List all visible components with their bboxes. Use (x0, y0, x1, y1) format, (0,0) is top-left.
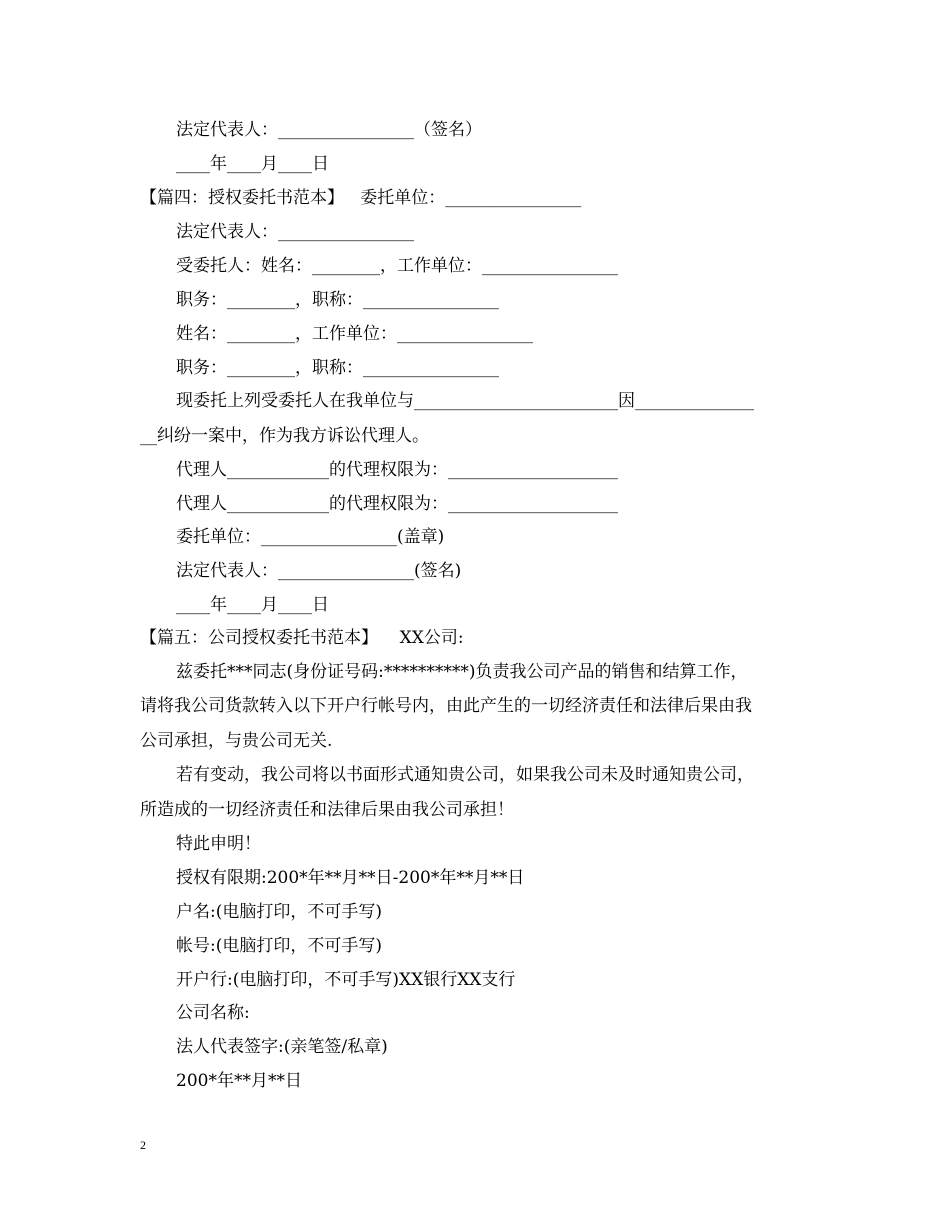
legal-rep-line: 法定代表人：________________ (176, 222, 414, 242)
final-date-line: 200*年**月**日 (176, 1071, 302, 1091)
agent-position-title-line: 职务：________，职称：________________ (176, 290, 499, 310)
entrusting-unit-seal-line: 委托单位：________________(盖章) (176, 527, 445, 547)
agent-authority-line-1: 代理人____________的代理权限为：____________________ (176, 460, 618, 480)
change-notice-paragraph-line-1: 若有变动，我公司将以书面形式通知贵公司，如果我公司未及时通知贵公司， (176, 765, 754, 785)
change-notice-paragraph-line-2: 所造成的一切经济责任和法律后果由我公司承担！ (140, 800, 514, 820)
legal-rep-signature-line-2: 法定代表人：________________(签名) (176, 561, 462, 581)
agent-authority-line-2: 代理人____________的代理权限为：____________________ (176, 494, 618, 514)
legal-rep-signature-line: 法定代表人：________________（签名） (176, 120, 482, 140)
date-line: ____年____月____日 (176, 154, 329, 174)
section-heading-part-four: 【篇四：授权委托书范本】 委托单位：________________ (140, 188, 582, 208)
page-number: 2 (140, 1138, 146, 1152)
declaration-line: 特此申明！ (176, 834, 261, 854)
company-authorization-paragraph-line-3: 公司承担，与贵公司无关. (140, 731, 333, 751)
company-authorization-paragraph-line-1: 兹委托***同志(身份证号码:**********)负责我公司产品的销售和结算工作， (176, 662, 748, 682)
second-agent-position-title-line: 职务：________，职称：________________ (176, 358, 499, 378)
section-heading-part-five: 【篇五：公司授权委托书范本】 XX公司: (140, 628, 464, 648)
second-agent-name-workplace-line: 姓名：________，工作单位：________________ (176, 324, 533, 344)
delegation-paragraph-line-2: __纠纷一案中，作为我方诉讼代理人。 (140, 426, 429, 446)
bank-branch-line: 开户行:(电脑打印，不可手写)XX银行XX支行 (176, 970, 516, 990)
date-line-2: ____年____月____日 (176, 595, 329, 615)
authorization-period-line: 授权有限期:200*年**月**日-200*年**月**日 (176, 868, 525, 888)
account-name-line: 户名:(电脑打印，不可手写) (176, 902, 382, 922)
company-name-line: 公司名称: (176, 1003, 250, 1023)
agent-name-workplace-line: 受委托人：姓名：________，工作单位：________________ (176, 256, 618, 276)
company-authorization-paragraph-line-2: 请将我公司货款转入以下开户行帐号内，由此产生的一切经济责任和法律后果由我 (140, 696, 752, 716)
account-number-line: 帐号:(电脑打印，不可手写) (176, 936, 382, 956)
legal-representative-signature-line: 法人代表签字:(亲笔签/私章) (176, 1037, 388, 1057)
delegation-paragraph-line-1: 现委托上列受委托人在我单位与________________________因______________ (176, 391, 754, 411)
